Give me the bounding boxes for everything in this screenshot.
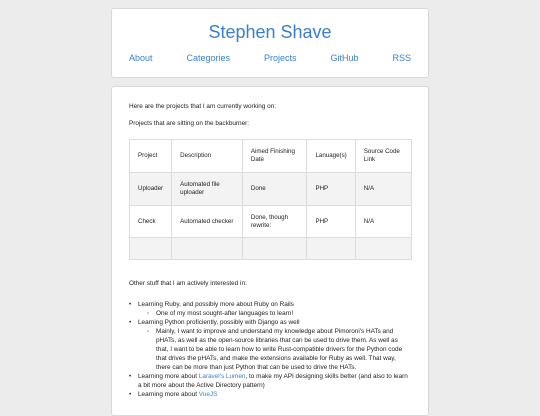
table-row: [130, 173, 412, 206]
table-cell: PHP: [307, 206, 355, 238]
nav-github-link[interactable]: GitHub: [330, 53, 359, 63]
list-item-text: Learning more about: [138, 391, 199, 398]
list-item: [129, 300, 411, 318]
table-row: [130, 238, 412, 260]
nav-about-link[interactable]: About: [129, 53, 153, 63]
table-cell: N/A: [355, 206, 411, 238]
table-header-cell: Lanuage(s): [307, 140, 355, 173]
table-header-cell: Source Code Link: [355, 140, 411, 173]
list-item: [129, 318, 411, 372]
table-cell: Automated file uploader: [172, 173, 243, 206]
list-item-text: Learning Ruby, and possibly more about Ruby on Rails: [138, 301, 294, 308]
nav-categories-link[interactable]: Categories: [186, 53, 231, 63]
table-cell: Check: [130, 206, 172, 238]
table-cell: [172, 238, 243, 260]
intro-text: Here are the projects that I am currently working on:: [129, 103, 277, 110]
table-cell: Done: [242, 173, 307, 206]
lumen-link[interactable]: Laravel's Lumen: [198, 373, 246, 380]
main-nav: [112, 53, 428, 63]
list-item-text: , to make my API designing skills better (and also to learn a bit more about the Active Directory pattern): [138, 373, 408, 389]
list-item-text: Learning more about: [138, 373, 199, 380]
table-cell: [130, 238, 172, 260]
table-header-row: [130, 140, 412, 173]
table-cell: PHP: [307, 173, 355, 206]
header-card: [111, 8, 429, 78]
list-item: [129, 372, 411, 390]
content-card: [111, 86, 429, 416]
table-header-cell: Aimed Finishing Date: [242, 140, 307, 173]
sub-list-item: ◦ Mainly, I want to improve and understand my knowledge about Pimoroni's HATs and pHATs, as well as the open-source libraries that can be used to drive them. As well as that, I want to be able to learn how to write Rust-compatible drivers for the Python code that drives the pHATs, and make the extensions available for Ruby as well. That way, there can be more than just Python that can be used to drive the HATs.: [147, 327, 411, 372]
list-item-text: Learning Python proficiently, possibly with Django as well: [138, 319, 300, 326]
nav-projects-link[interactable]: Projects: [264, 53, 297, 63]
vuejs-link[interactable]: VueJS: [198, 391, 218, 398]
backburner-text: Projects that are sitting on the backburner:: [129, 120, 250, 127]
table-header-cell: Project: [130, 140, 172, 173]
table-cell: [355, 238, 411, 260]
table-cell: Automated checker: [172, 206, 243, 238]
nav-rss-link[interactable]: RSS: [392, 53, 411, 63]
list-item: [129, 390, 411, 399]
sub-list: [138, 309, 411, 318]
table-cell: [242, 238, 307, 260]
projects-table: [129, 139, 412, 260]
table-cell: N/A: [355, 173, 411, 206]
interests-heading: Other stuff that I am actively interested in:: [129, 280, 247, 287]
table-cell: [307, 238, 355, 260]
table-header-cell: Description: [172, 140, 243, 173]
sub-list: [138, 327, 411, 372]
table-row: [130, 206, 412, 238]
sub-list-item: ◦ One of my most sought-after languages to learn!: [147, 309, 411, 318]
table-cell: Done, though rewrite:: [242, 206, 307, 238]
site-title[interactable]: Stephen Shave: [208, 22, 332, 42]
table-cell: Uploader: [130, 173, 172, 206]
interests-list: [129, 300, 411, 399]
